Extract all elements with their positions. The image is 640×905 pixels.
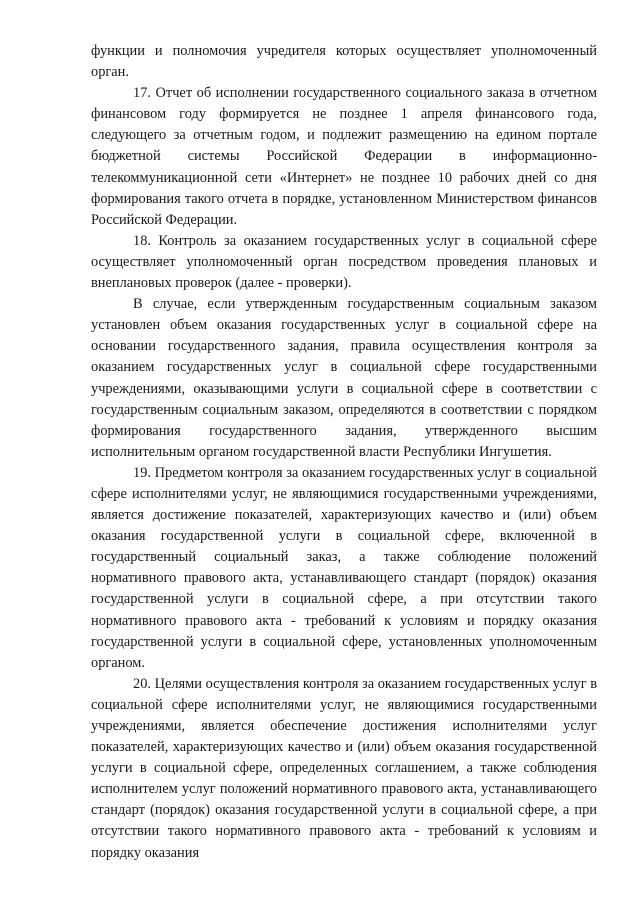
document-body bbox=[91, 41, 597, 864]
paragraph-18-control: 18. Контроль за оказанием государственных услуг в социальной сфере осуществляет уполномоченный орган посредством проведения плановых и внеплановых проверок (далее - проверки). bbox=[91, 232, 597, 292]
paragraph-18-state-assignment: В случае, если утвержденным государственным социальным заказом установлен объем оказания государственных услуг в социальной сфере на основании государственного задания, правила осуществления контроля за оказанием государственных услуг в социальной сфере государственными учреждениями, оказывающими услуги в социальной сфере в соответствии с государственным социальным заказом, определяются в соответствии с порядком формирования государственного задания, утвержденного высшим исполнительным органом государственной власти Республики Ингушетия. bbox=[91, 296, 597, 460]
paragraph-17-report: 17. Отчет об исполнении государственного социального заказа в отчетном финансовом году формируется не позднее 1 апреля финансового года, следующего за отчетным годом, и подлежит размещению на едином портале бюджетной системы Российской Федерации в информационно-телекоммуникационной сети «Интернет» не позднее 10 рабочих дней со дня формирования такого отчета в порядке, установленном Министерством финансов Российской Федерации. bbox=[91, 85, 597, 228]
paragraph-20-control-goals: 20. Целями осуществления контроля за оказанием государственных услуг в социальной сфере исполнителями услуг, не являющимися государственными учреждениями, является обеспечение достижения исполнителями услуг показателей, характеризующих качество и (или) объем оказания государственной услуги в социальной сфере, определенных соглашением, а также соблюдения исполнителем услуг положений нормативного правового акта, устанавливающего стандарт (порядок) оказания государственной услуги в социальной сфере, а при отсутствии такого нормативного правового акта - требований к условиям и порядку оказания bbox=[91, 675, 598, 861]
paragraph-19-subject-of-control: 19. Предметом контроля за оказанием государственных услуг в социальной сфере исполнителями услуг, не являющимися государственными учреждениями, является достижение показателей, характеризующих качество и (или) объем оказания государственной услуги в социальной сфере, включенной в государственный социальный заказ, а также соблюдение положений нормативного правового акта, устанавливающего стандарт (порядок) оказания государственной услуги в социальной сфере, а при отсутствии такого нормативного правового акта - требований к условиям и порядку оказания государственной услуги в социальной сфере, установленных уполномоченным органом. bbox=[91, 464, 597, 671]
paragraph-continuation: функции и полномочия учредителя которых осуществляет уполномоченный орган. bbox=[91, 43, 597, 81]
